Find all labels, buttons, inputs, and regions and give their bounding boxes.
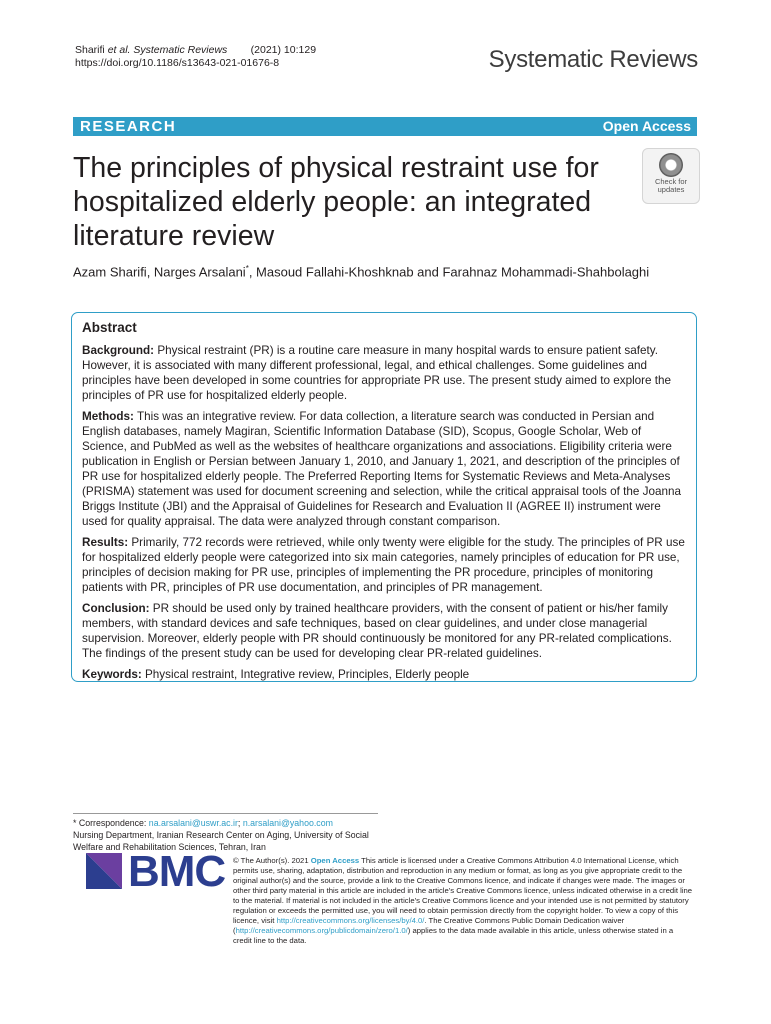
check-for-label: Check for (654, 177, 688, 186)
conclusion-text: PR should be used only by trained healthcare providers, with the consent of patient or his/her family members, with standard devices and safe techniques, based on clear guidelines, and under close managerial supervision. Moreover, elderly people with PR should continuously be monitored for any PR-related complications. The findings of the present study can be used for developing clear PR-related guidelines. (82, 602, 672, 660)
crossmark-icon (659, 153, 683, 177)
background-text: Physical restraint (PR) is a routine care measure in many hospital wards to ensure patient safety. However, it is associated with many different professional, legal, and ethical challenges. Some guidelines and principles have been developed in some countries for appropriate PR use. The present study aimed to explore the principles of PR use for hospitalized elderly people. (82, 344, 672, 402)
license-statement (233, 856, 693, 946)
affiliation-line-2: Welfare and Rehabilitation Sciences, Tehran, Iran (73, 842, 266, 852)
article-title: The principles of physical restraint use for hospitalized elderly people: an integrated literature review (73, 152, 599, 252)
affiliation-line-1: Nursing Department, Iranian Research Center on Aging, University of Social (73, 830, 369, 840)
updates-label: updates (657, 185, 685, 194)
corresponding-author-mark: * (245, 264, 249, 273)
license-open-access: Open Access (310, 856, 360, 865)
abstract-box (71, 312, 697, 682)
check-for-updates-button[interactable] (642, 148, 700, 204)
running-header (75, 44, 316, 70)
header-year-volume: (2021) 10:129 (250, 44, 317, 56)
bmc-logo-text: BMC (128, 847, 226, 896)
doi-link[interactable]: https://doi.org/10.1186/s13643-021-01676-8 (75, 57, 280, 69)
article-type-band (73, 117, 697, 136)
correspondence-prefix: * Correspondence: (73, 818, 149, 828)
author-list (73, 264, 649, 279)
results-text: Primarily, 772 records were retrieved, while only twenty were eligible for the study. The principles of PR use for hospitalized elderly people were categorized into six main categories, namely principles of education for PR use, principles of decision making for PR use, principles of implementing the PR procedure, principles of monitoring patients with PR, principles of PR use documentation, and principles of PR management. (82, 536, 685, 594)
abstract-conclusion (82, 601, 686, 661)
conclusion-label: Conclusion: (82, 602, 150, 615)
abstract-methods (82, 409, 686, 529)
correspondence-footnote (73, 813, 378, 853)
license-body-2: . The Creative Commons Public Domain Dedication waiver ( (233, 916, 625, 935)
methods-label: Methods: (82, 410, 134, 423)
methods-text: This was an integrative review. For data collection, a literature search was conducted in Persian and English databases, namely Magiran, Scientific Information Database (SID), Scopus, Google Scholar, Web of Science, and PubMed as well as the websites of healthcare organizations and associations. Eligibility criteria were publication in English or Persian between January 1, 2010, and January 1, 2021, and description of the principles of PR use for hospitalized elderly people. The Preferred Reporting Items for Systematic Reviews and Meta-Analyses (PRISMA) statement was used for document screening and selection, while the critical appraisal tools of the Joanna Briggs Institute (JBI) and the Appraisal of Guidelines for Research and Evaluation II (AGREE II) instrument were used for quality appraisal. The data were analyzed through constant comparison. (82, 410, 681, 528)
article-type-label: RESEARCH (80, 118, 177, 135)
footnote-divider (73, 813, 378, 814)
abstract-heading: Abstract (82, 320, 137, 335)
abstract-results (82, 535, 686, 595)
header-journal-italic: et al. Systematic Reviews (107, 44, 228, 56)
open-access-label: Open Access (602, 118, 691, 134)
license-body-1: This article is licensed under a Creative Commons Attribution 4.0 International License, which permits use, sharing, adaptation, distribution and reproduction in any medium or format, as long as you give appropriate credit to the original author(s) and the source, provide a link to the Creative Commons licence, and indicate if changes were made. The images or other third party material in this article are included in the article's Creative Commons licence, unless indicated otherwise in a credit line to the material. If material is not included in the article's Creative Commons licence and your intended use is not permitted by statutory regulation or exceeds the permitted use, you will need to obtain permission directly from the copyright holder. To view a copy of this licence, visit (233, 856, 693, 925)
abstract-keywords (82, 667, 686, 682)
authors-part-1: Azam Sharifi, Narges Arsalani (73, 264, 246, 280)
bmc-logo (86, 847, 226, 896)
abstract-background (82, 343, 686, 403)
copyright-text: © The Author(s). 2021 (233, 856, 311, 865)
license-body-3: ) applies to the data made available in this article, unless otherwise stated in a credit line to the data. (233, 926, 674, 945)
journal-name: Systematic Reviews (488, 46, 698, 73)
email-link-1[interactable]: na.arsalani@uswr.ac.ir (148, 818, 238, 828)
results-label: Results: (82, 536, 129, 549)
correspondence-line (73, 817, 378, 829)
citation-line (75, 44, 316, 57)
background-label: Background: (82, 344, 155, 357)
email-link-2[interactable]: n.arsalani@yahoo.com (242, 818, 333, 828)
keywords-text: Physical restraint, Integrative review, Principles, Elderly people (145, 668, 470, 681)
authors-part-2: , Masoud Fallahi-Khoshknab and Farahnaz Mohammadi-Shahbolaghi (248, 264, 650, 280)
bmc-logo-mark-icon (86, 853, 122, 889)
keywords-label: Keywords: (82, 668, 142, 681)
email-separator: ; (237, 818, 243, 828)
cc-zero-link[interactable]: http://creativecommons.org/publicdomain/zero/1.0/ (235, 926, 408, 935)
header-authors: Sharifi (75, 44, 108, 56)
cc-by-link[interactable]: http://creativecommons.org/licenses/by/4.0/ (276, 916, 425, 925)
